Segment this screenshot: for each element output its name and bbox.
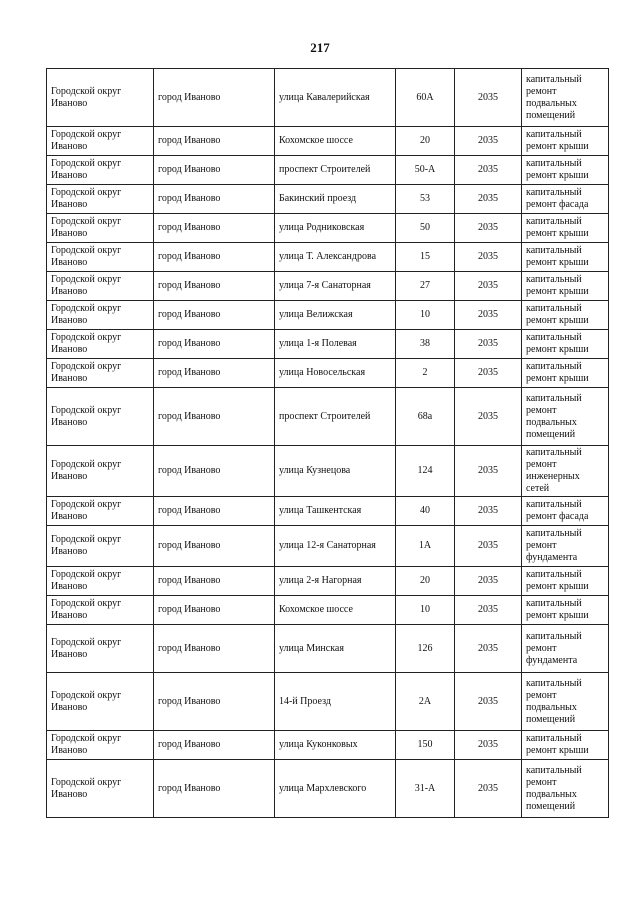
table-body (47, 69, 609, 818)
table-row (47, 673, 609, 731)
cell-year: 2035 (455, 526, 522, 567)
cell-house-number: 53 (396, 185, 455, 214)
cell-year: 2035 (455, 272, 522, 301)
cell-house-number: 31-А (396, 760, 455, 818)
cell-city: город Иваново (154, 330, 275, 359)
cell-city: город Иваново (154, 625, 275, 673)
cell-house-number: 126 (396, 625, 455, 673)
cell-city: город Иваново (154, 760, 275, 818)
cell-street: Кохомское шоссе (275, 596, 396, 625)
cell-house-number: 10 (396, 596, 455, 625)
cell-municipal-district: Городской округ Иваново (47, 243, 154, 272)
cell-house-number: 50-А (396, 156, 455, 185)
table-row (47, 214, 609, 243)
cell-street: улица Т. Александрова (275, 243, 396, 272)
cell-municipal-district: Городской округ Иваново (47, 673, 154, 731)
cell-work-type: капитальный ремонт подвальных помещений (522, 673, 609, 731)
cell-city: город Иваново (154, 526, 275, 567)
cell-year: 2035 (455, 214, 522, 243)
cell-house-number: 1А (396, 526, 455, 567)
cell-work-type: капитальный ремонт крыши (522, 567, 609, 596)
cell-municipal-district: Городской округ Иваново (47, 272, 154, 301)
table-row (47, 567, 609, 596)
cell-street: улица 1-я Полевая (275, 330, 396, 359)
table-row (47, 243, 609, 272)
cell-municipal-district: Городской округ Иваново (47, 526, 154, 567)
cell-year: 2035 (455, 156, 522, 185)
cell-work-type: капитальный ремонт крыши (522, 272, 609, 301)
cell-street: улица Мархлевского (275, 760, 396, 818)
page-number: 217 (310, 40, 330, 55)
cell-street: проспект Строителей (275, 388, 396, 446)
cell-municipal-district: Городской округ Иваново (47, 127, 154, 156)
cell-city: город Иваново (154, 243, 275, 272)
cell-year: 2035 (455, 760, 522, 818)
table-row (47, 127, 609, 156)
table-row (47, 69, 609, 127)
cell-city: город Иваново (154, 497, 275, 526)
cell-municipal-district: Городской округ Иваново (47, 301, 154, 330)
cell-year: 2035 (455, 497, 522, 526)
cell-street: 14-й Проезд (275, 673, 396, 731)
cell-street: Кохомское шоссе (275, 127, 396, 156)
cell-city: город Иваново (154, 185, 275, 214)
cell-municipal-district: Городской округ Иваново (47, 497, 154, 526)
cell-work-type: капитальный ремонт крыши (522, 359, 609, 388)
cell-city: город Иваново (154, 567, 275, 596)
cell-street: улица Куконковых (275, 731, 396, 760)
cell-street: улица Ташкентская (275, 497, 396, 526)
cell-year: 2035 (455, 673, 522, 731)
cell-city: город Иваново (154, 214, 275, 243)
cell-year: 2035 (455, 330, 522, 359)
cell-house-number: 15 (396, 243, 455, 272)
table-row (47, 497, 609, 526)
cell-year: 2035 (455, 567, 522, 596)
table-row (47, 359, 609, 388)
cell-house-number: 124 (396, 446, 455, 497)
cell-municipal-district: Городской округ Иваново (47, 69, 154, 127)
cell-house-number: 60А (396, 69, 455, 127)
cell-city: город Иваново (154, 673, 275, 731)
cell-house-number: 50 (396, 214, 455, 243)
cell-city: город Иваново (154, 127, 275, 156)
cell-work-type: капитальный ремонт фундамента (522, 625, 609, 673)
repair-register-table (46, 68, 609, 818)
cell-city: город Иваново (154, 359, 275, 388)
table-row (47, 330, 609, 359)
cell-city: город Иваново (154, 301, 275, 330)
cell-house-number: 150 (396, 731, 455, 760)
cell-street: улица Кавалерийская (275, 69, 396, 127)
table-row (47, 596, 609, 625)
cell-municipal-district: Городской округ Иваново (47, 567, 154, 596)
cell-city: город Иваново (154, 446, 275, 497)
cell-work-type: капитальный ремонт подвальных помещений (522, 388, 609, 446)
cell-municipal-district: Городской округ Иваново (47, 156, 154, 185)
cell-street: проспект Строителей (275, 156, 396, 185)
cell-street: улица Новосельская (275, 359, 396, 388)
cell-work-type: капитальный ремонт крыши (522, 596, 609, 625)
cell-street: улица Минская (275, 625, 396, 673)
cell-city: город Иваново (154, 731, 275, 760)
cell-municipal-district: Городской округ Иваново (47, 760, 154, 818)
cell-municipal-district: Городской округ Иваново (47, 625, 154, 673)
cell-street: Бакинский проезд (275, 185, 396, 214)
cell-street: улица Велижская (275, 301, 396, 330)
cell-work-type: капитальный ремонт крыши (522, 214, 609, 243)
table-row (47, 388, 609, 446)
cell-municipal-district: Городской округ Иваново (47, 185, 154, 214)
cell-municipal-district: Городской округ Иваново (47, 214, 154, 243)
cell-street: улица Кузнецова (275, 446, 396, 497)
cell-work-type: капитальный ремонт крыши (522, 301, 609, 330)
cell-year: 2035 (455, 69, 522, 127)
table-row (47, 526, 609, 567)
cell-year: 2035 (455, 625, 522, 673)
cell-work-type: капитальный ремонт крыши (522, 330, 609, 359)
cell-municipal-district: Городской округ Иваново (47, 446, 154, 497)
cell-house-number: 20 (396, 127, 455, 156)
cell-year: 2035 (455, 243, 522, 272)
cell-work-type: капитальный ремонт крыши (522, 156, 609, 185)
cell-work-type: капитальный ремонт фасада (522, 185, 609, 214)
cell-city: город Иваново (154, 69, 275, 127)
cell-house-number: 2А (396, 673, 455, 731)
cell-street: улица 12-я Санаторная (275, 526, 396, 567)
table-row (47, 185, 609, 214)
cell-year: 2035 (455, 596, 522, 625)
table-row (47, 625, 609, 673)
cell-municipal-district: Городской округ Иваново (47, 731, 154, 760)
cell-city: город Иваново (154, 156, 275, 185)
table-row (47, 156, 609, 185)
cell-year: 2035 (455, 388, 522, 446)
cell-work-type: капитальный ремонт фасада (522, 497, 609, 526)
cell-work-type: капитальный ремонт подвальных помещений (522, 760, 609, 818)
cell-city: город Иваново (154, 388, 275, 446)
cell-work-type: капитальный ремонт инженерных сетей (522, 446, 609, 497)
table-row (47, 731, 609, 760)
cell-municipal-district: Городской округ Иваново (47, 388, 154, 446)
cell-city: город Иваново (154, 596, 275, 625)
cell-year: 2035 (455, 446, 522, 497)
cell-year: 2035 (455, 731, 522, 760)
table-row (47, 301, 609, 330)
cell-street: улица Родниковская (275, 214, 396, 243)
cell-work-type: капитальный ремонт крыши (522, 127, 609, 156)
cell-house-number: 10 (396, 301, 455, 330)
cell-house-number: 20 (396, 567, 455, 596)
cell-work-type: капитальный ремонт фундамента (522, 526, 609, 567)
cell-street: улица 7-я Санаторная (275, 272, 396, 301)
cell-house-number: 2 (396, 359, 455, 388)
cell-year: 2035 (455, 359, 522, 388)
cell-city: город Иваново (154, 272, 275, 301)
cell-municipal-district: Городской округ Иваново (47, 359, 154, 388)
cell-house-number: 68а (396, 388, 455, 446)
cell-house-number: 38 (396, 330, 455, 359)
cell-year: 2035 (455, 301, 522, 330)
cell-street: улица 2-я Нагорная (275, 567, 396, 596)
cell-municipal-district: Городской округ Иваново (47, 330, 154, 359)
table-row (47, 760, 609, 818)
table-row (47, 446, 609, 497)
cell-house-number: 40 (396, 497, 455, 526)
cell-year: 2035 (455, 185, 522, 214)
cell-house-number: 27 (396, 272, 455, 301)
cell-work-type: капитальный ремонт подвальных помещений (522, 69, 609, 127)
cell-year: 2035 (455, 127, 522, 156)
table-row (47, 272, 609, 301)
cell-work-type: капитальный ремонт крыши (522, 731, 609, 760)
cell-work-type: капитальный ремонт крыши (522, 243, 609, 272)
cell-municipal-district: Городской округ Иваново (47, 596, 154, 625)
